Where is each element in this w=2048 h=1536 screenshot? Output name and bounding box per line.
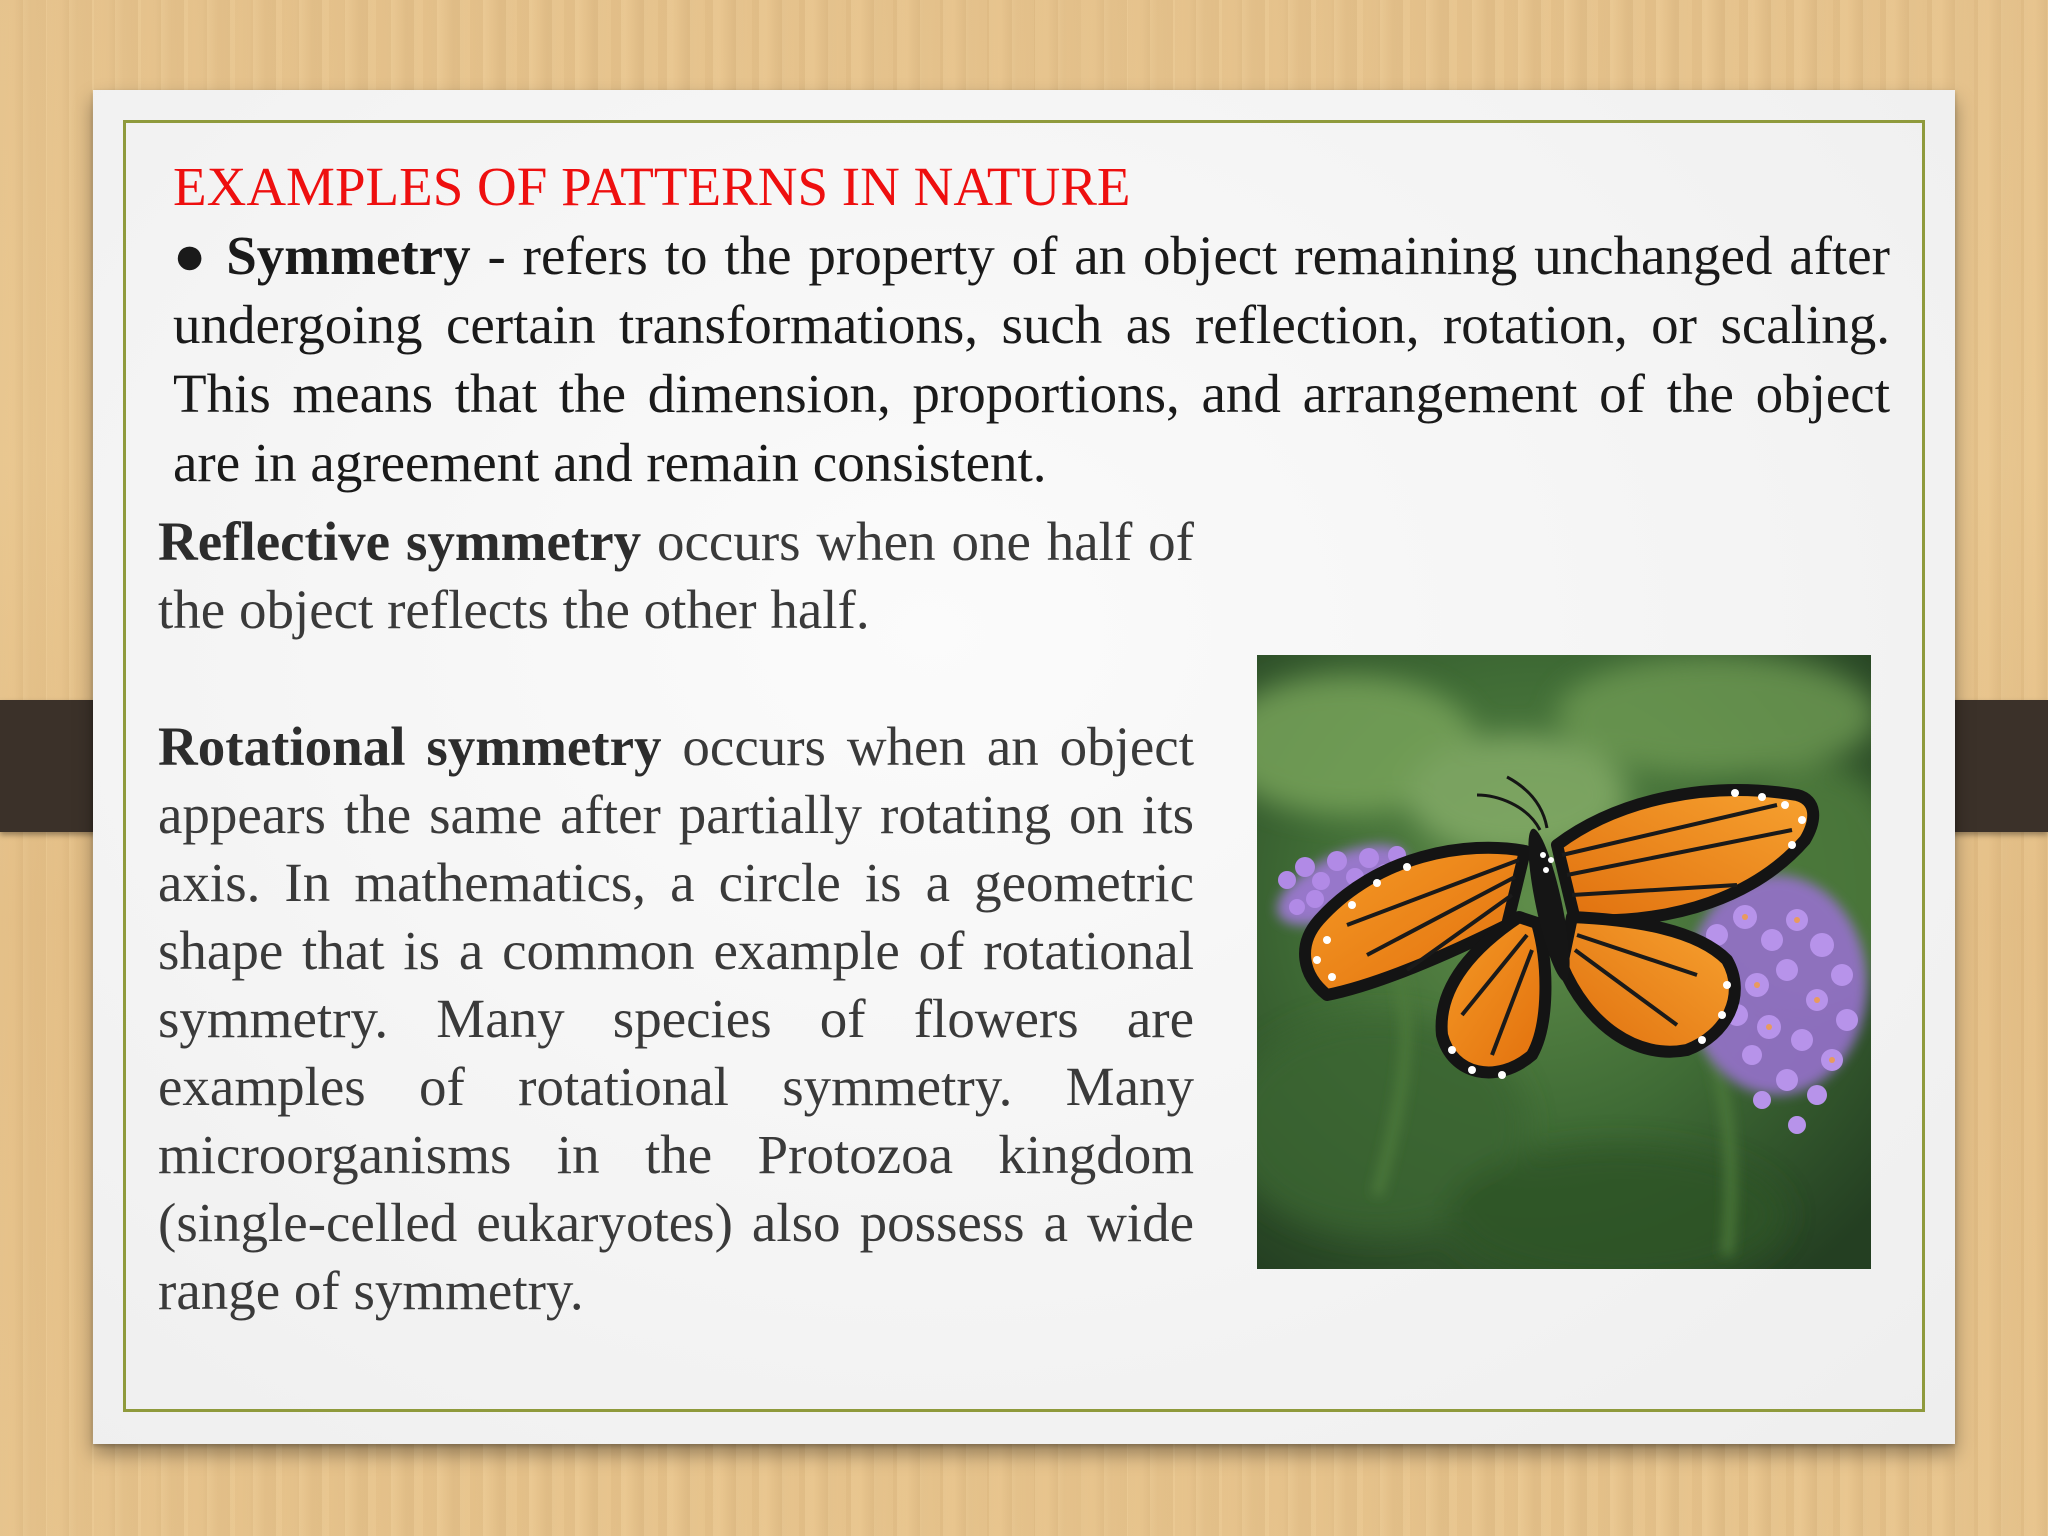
rotational-term: Rotational symmetry: [158, 716, 662, 777]
reflective-text: occurs when one half of the object reflects the other half.: [158, 511, 1194, 640]
reflective-term: Reflective symmetry: [158, 511, 642, 572]
slide-title: EXAMPLES OF PATTERNS IN NATURE: [173, 156, 1131, 217]
butterfly-image: [1257, 655, 1871, 1269]
rotational-text: occurs when an object appears the same after partially rotating on its axis. In mathematics, a circle is a geometric shape that is a common example of rotational symmetry. Many species of flowers are examples of rotational symmetry. Many microorganisms in the Protozoa kingdom (single-celled eukaryotes) also possess a wide range of symmetry.: [158, 716, 1194, 1321]
rotational-paragraph: [158, 713, 1194, 1325]
symmetry-term: Symmetry: [226, 225, 471, 286]
symmetry-text: - refers to the property of an object remaining unchanged after undergoing certain transformations, such as reflection, rotation, or scaling. This means that the dimension, proportions, and arrangement of the object are in agreement and remain consistent.: [173, 225, 1890, 493]
reflective-paragraph: [158, 508, 1194, 644]
butterfly-photo: [1257, 655, 1871, 1269]
symmetry-definition: [173, 221, 1890, 497]
bullet: ●: [173, 225, 210, 286]
